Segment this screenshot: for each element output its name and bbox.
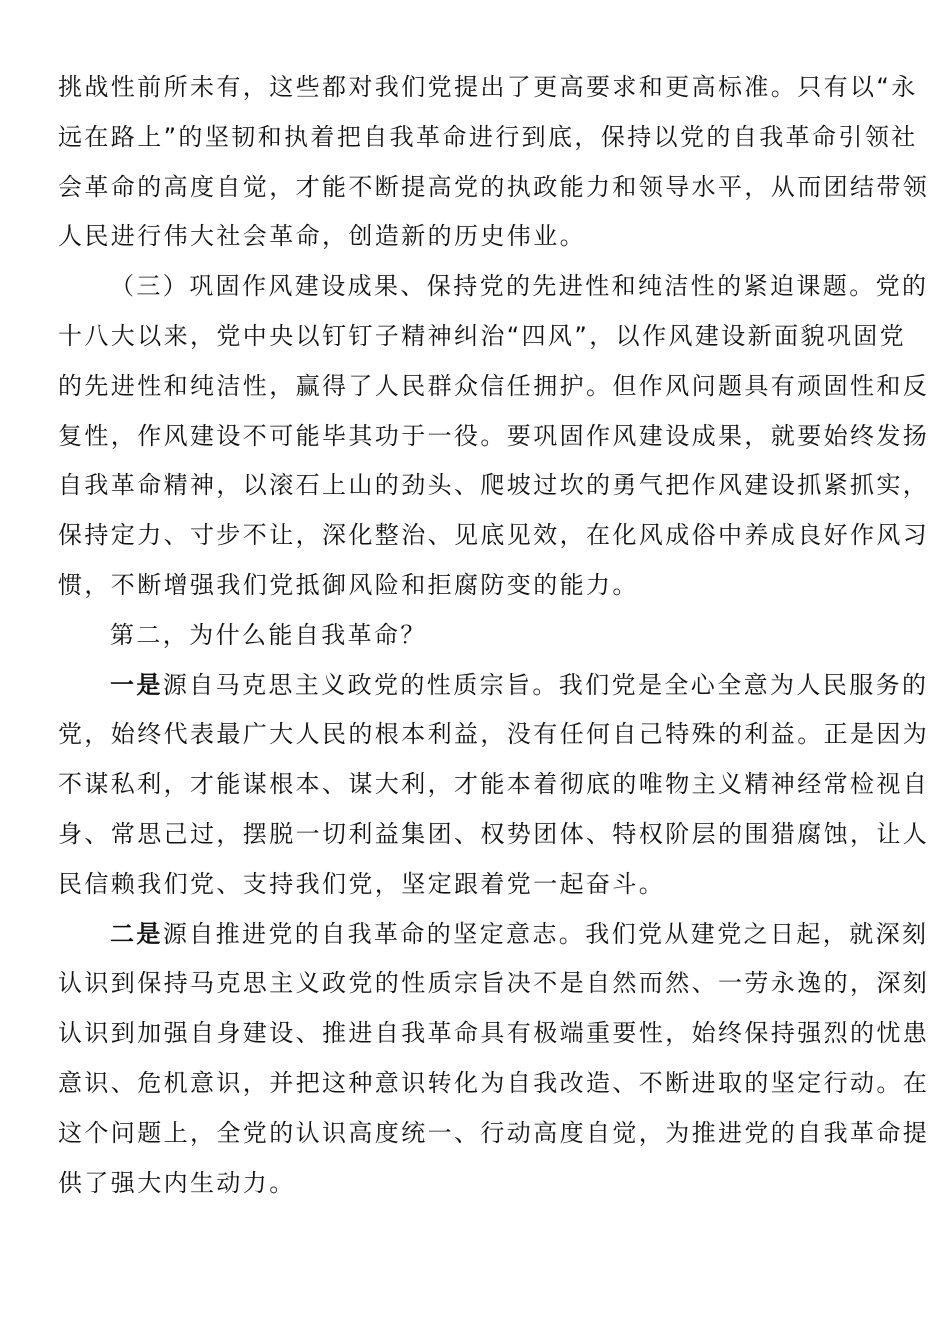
bold-lead: 二是 [110,919,163,948]
text-line: 惯，不断增强我们党抵御风险和拒腐防变的能力。 [58,570,639,599]
text-line: 复性，作风建设不可能毕其功于一役。要巩固作风建设成果，就要始终发扬 [58,421,930,450]
text-line: 的先进性和纯洁性，赢得了人民群众信任拥护。但作风问题具有顽固性和反 [58,371,930,400]
text-line: 远在路上”的坚韧和执着把自我革命进行到底，保持以党的自我革命引领社 [58,122,918,151]
text-line: 意识、危机意识，并把这种意识转化为自我改造、不断进取的坚定行动。在 [58,1068,930,1097]
section-heading: 第二，为什么能自我革命？ [110,620,427,649]
paragraph-point-one [58,661,930,910]
text-line: 供了强大内生动力。 [58,1168,296,1197]
text-line: 身、常思己过，摆脱一切利益集团、权势团体、特权阶层的围猎腐蚀，让人 [58,819,930,848]
paragraph-point-two [58,910,930,1209]
text-run: 源自推进党的自我革命的坚定意志。我们党从建党之日起，就深刻 [162,919,929,948]
text-line [58,661,929,711]
text-line: 党，始终代表最广大人民的根本利益，没有任何自己特殊的利益。正是因为 [58,720,930,749]
text-line: 民信赖我们党、支持我们党，坚定跟着党一起奋斗。 [58,869,666,898]
text-line: 十八大以来，党中央以钉钉子精神纠治“四风”，以作风建设新面貌巩固党 [58,321,907,350]
document-page [58,63,930,1208]
text-line: 认识到加强自身建设、推进自我革命具有极端重要性，始终保持强烈的忧患 [58,1019,930,1048]
text-line: （三）巩固作风建设成果、保持党的先进性和纯洁性的紧迫课题。党的 [110,272,929,301]
text-line: 不谋私利，才能谋根本、谋大利，才能本着彻底的唯物主义精神经常检视自 [58,770,930,799]
paragraph [58,63,930,262]
text-run: 源自马克思主义政党的性质宗旨。我们党是全心全意为人民服务的 [162,670,929,699]
text-line: 自我革命精神，以滚石上山的劲头、爬坡过坎的勇气把作风建设抓紧抓实， [58,471,930,500]
text-line: 人民进行伟大社会革命，创造新的历史伟业。 [58,222,586,251]
text-line: 这个问题上，全党的认识高度统一、行动高度自觉，为推进党的自我革命提 [58,1118,930,1147]
text-line: 会革命的高度自觉，才能不断提高党的执政能力和领导水平，从而团结带领 [58,172,930,201]
text-line: 认识到保持马克思主义政党的性质宗旨决不是自然而然、一劳永逸的，深刻 [58,969,930,998]
text-line [58,910,929,960]
bold-lead: 一是 [110,670,163,699]
text-line: 挑战性前所未有，这些都对我们党提出了更高要求和更高标准。只有以“永 [58,73,918,101]
paragraph-section-three [58,262,930,611]
text-line: 保持定力、寸步不让，深化整治、见底见效，在化风成俗中养成良好作风习 [58,521,930,550]
